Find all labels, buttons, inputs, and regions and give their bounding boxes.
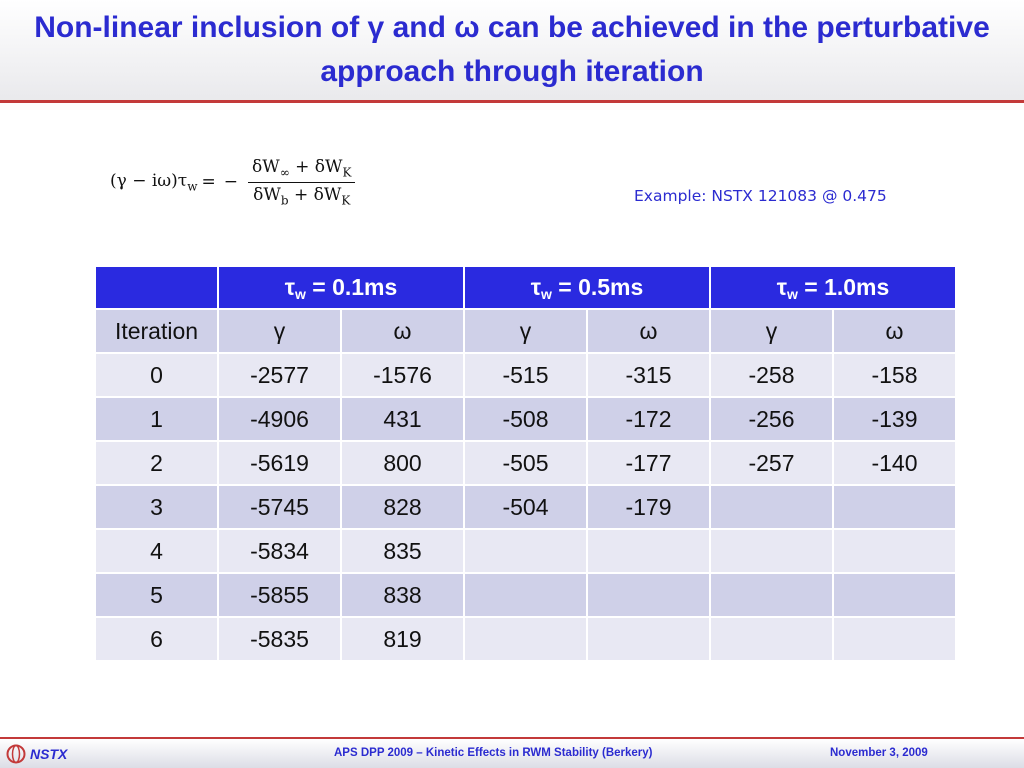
value-cell: -504 [464, 485, 587, 529]
value-cell: -258 [710, 353, 833, 397]
iteration-cell: 5 [95, 573, 218, 617]
value-cell: -140 [833, 441, 956, 485]
nstx-logo-text: NSTX [30, 746, 68, 762]
subheader-cell: ω [587, 309, 710, 353]
equation-minus: − [223, 172, 238, 192]
results-table [94, 265, 957, 662]
value-cell [833, 529, 956, 573]
iteration-cell: 0 [95, 353, 218, 397]
value-cell: -1576 [341, 353, 464, 397]
value-cell: -5619 [218, 441, 341, 485]
value-cell: -508 [464, 397, 587, 441]
value-cell [587, 573, 710, 617]
value-cell: 828 [341, 485, 464, 529]
value-cell [833, 485, 956, 529]
table-row [95, 441, 956, 485]
value-cell: -2577 [218, 353, 341, 397]
value-cell: -179 [587, 485, 710, 529]
title-divider [0, 100, 1024, 103]
value-cell: -315 [587, 353, 710, 397]
value-cell [710, 529, 833, 573]
table-row [95, 617, 956, 661]
table-header-row [95, 266, 956, 309]
value-cell [464, 617, 587, 661]
value-cell: 431 [341, 397, 464, 441]
table-subheader-row [95, 309, 956, 353]
table-row [95, 353, 956, 397]
equation-lhs: $(\gamma - i\omega)\tau_w$ [110, 170, 198, 194]
value-cell: -5834 [218, 529, 341, 573]
value-cell [587, 529, 710, 573]
footer [0, 739, 1024, 768]
iteration-cell: 6 [95, 617, 218, 661]
iteration-cell: 3 [95, 485, 218, 529]
value-cell: -256 [710, 397, 833, 441]
equation-denominator: $\delta W_b + \delta W_K$ [253, 184, 351, 207]
equation-fraction [248, 157, 355, 207]
nstx-logo-icon [6, 744, 26, 764]
example-label: Example: NSTX 121083 @ 0.475 [634, 187, 887, 205]
value-cell: 800 [341, 441, 464, 485]
nstx-logo [6, 744, 67, 764]
equation-equals: = [201, 172, 216, 192]
value-cell: 838 [341, 573, 464, 617]
equation [110, 152, 355, 212]
subheader-cell: ω [341, 309, 464, 353]
value-cell [464, 529, 587, 573]
table-row [95, 397, 956, 441]
value-cell: -172 [587, 397, 710, 441]
table-row [95, 573, 956, 617]
value-cell: -4906 [218, 397, 341, 441]
subheader-cell: γ [710, 309, 833, 353]
value-cell: -158 [833, 353, 956, 397]
table-row [95, 529, 956, 573]
header-tau-0-5: $\tau_w = 0.5ms$ [464, 266, 710, 309]
subheader-cell: ω [833, 309, 956, 353]
value-cell: 835 [341, 529, 464, 573]
slide-title: Non-linear inclusion of γ and ω can be achieved in the perturbative approach through iteration [34, 11, 990, 88]
value-cell: -139 [833, 397, 956, 441]
footer-date: November 3, 2009 [830, 747, 928, 759]
value-cell [833, 573, 956, 617]
value-cell: -177 [587, 441, 710, 485]
value-cell [587, 617, 710, 661]
iteration-cell: 4 [95, 529, 218, 573]
header-blank-cell [95, 266, 218, 309]
slide-header [0, 0, 1024, 102]
value-cell: -5835 [218, 617, 341, 661]
value-cell: -5745 [218, 485, 341, 529]
value-cell: -505 [464, 441, 587, 485]
header-tau-1-0: $\tau_w = 1.0ms$ [710, 266, 956, 309]
value-cell [710, 573, 833, 617]
subheader-cell: Iteration [95, 309, 218, 353]
value-cell: -5855 [218, 573, 341, 617]
table-row [95, 485, 956, 529]
iteration-cell: 1 [95, 397, 218, 441]
value-cell: -515 [464, 353, 587, 397]
value-cell [464, 573, 587, 617]
footer-presentation-info: APS DPP 2009 – Kinetic Effects in RWM Stability (Berkery) [334, 747, 653, 759]
subheader-cell: γ [218, 309, 341, 353]
value-cell [833, 617, 956, 661]
header-tau-0-1: $\tau_w = 0.1ms$ [218, 266, 464, 309]
value-cell [710, 617, 833, 661]
equation-numerator: $\delta W_\infty + \delta W_K$ [248, 157, 355, 182]
table-body [95, 353, 956, 661]
subheader-cell: γ [464, 309, 587, 353]
iteration-cell: 2 [95, 441, 218, 485]
value-cell: 819 [341, 617, 464, 661]
value-cell: -257 [710, 441, 833, 485]
value-cell [710, 485, 833, 529]
